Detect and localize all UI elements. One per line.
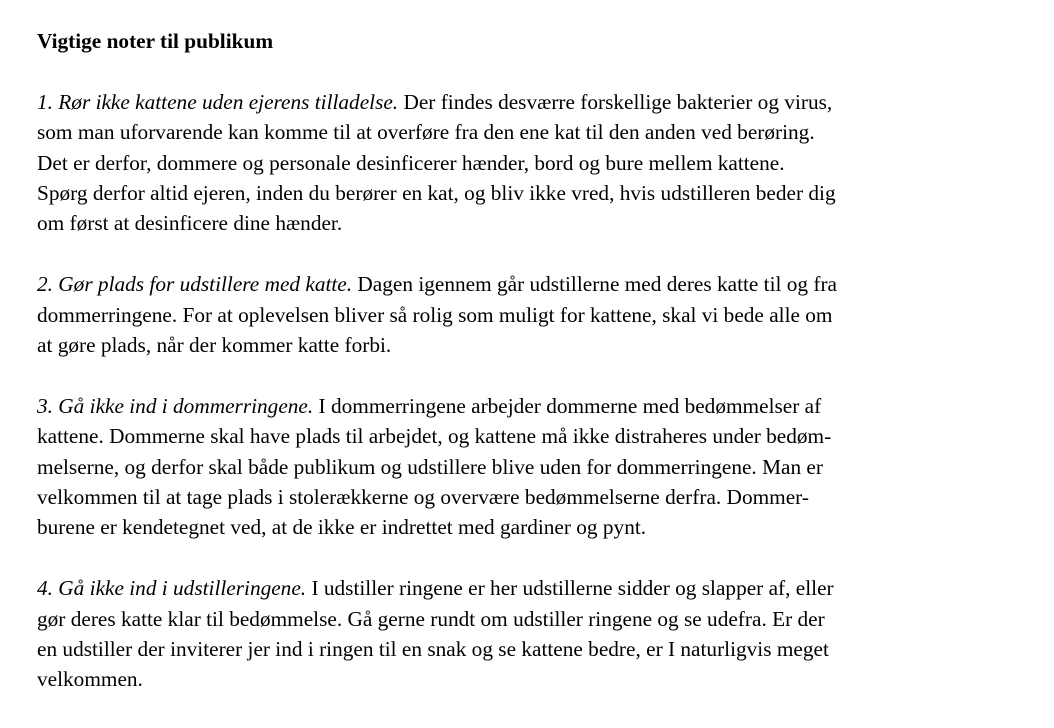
document-title: Vigtige noter til publikum	[37, 29, 274, 53]
note-2-line-3: at gøre plads, når der kommer katte forbi.	[37, 333, 392, 358]
note-4-text: I udstiller ringene er her udstillerne sidder og slapper af, eller	[306, 576, 834, 601]
note-3-lead: 3. Gå ikke ind i dommerringene.	[37, 393, 314, 418]
note-1-text: Der findes desværre forskellige bakterier og virus,	[398, 89, 833, 114]
note-2-text: Dagen igennem går udstillerne med deres katte til og fra	[352, 272, 838, 297]
note-3-text: I dommerringene arbejder dommerne med bedømmelser af	[313, 393, 822, 418]
note-1-line-4: Spørg derfor altid ejeren, inden du berører en kat, og bliv ikke vred, hvis udstilleren beder dig	[37, 181, 836, 206]
note-2	[37, 269, 1027, 360]
note-3-line-5: burene er kendetegnet ved, at de ikke er indrettet med gardiner og pynt.	[37, 515, 647, 540]
note-4-line-1	[37, 573, 1027, 603]
note-4	[37, 573, 1027, 695]
document	[37, 26, 1027, 725]
note-2-line-2: dommerringene. For at oplevelsen bliver så rolig som muligt for kattene, skal vi bede alle om	[37, 302, 833, 327]
note-3-line-4: velkommen til at tage plads i stolerækkerne og overvære bedømmelserne derfra. Dommer-	[37, 485, 809, 510]
note-1-line-5: om først at desinficere dine hænder.	[37, 211, 343, 236]
note-1-line-1	[37, 87, 1027, 117]
note-2-lead: 2. Gør plads for udstillere med katte.	[37, 272, 353, 297]
note-1-lead: 1. Rør ikke kattene uden ejerens tilladelse.	[37, 89, 399, 114]
note-1	[37, 87, 1027, 239]
note-3	[37, 391, 1027, 543]
note-1-line-3: Det er derfor, dommere og personale desinficerer hænder, bord og bure mellem kattene.	[37, 150, 785, 175]
note-4-line-3: en udstiller der inviterer jer ind i ringen til en snak og se kattene bedre, er I naturligvis meget	[37, 637, 829, 662]
note-4-line-4: velkommen.	[37, 667, 143, 692]
note-3-line-3: melserne, og derfor skal både publikum og udstillere blive uden for dommerringene. Man er	[37, 454, 823, 479]
note-4-line-2: gør deres katte klar til bedømmelse. Gå gerne rundt om udstiller ringene og se udefra. Er der	[37, 606, 825, 631]
note-4-lead: 4. Gå ikke ind i udstilleringene.	[37, 576, 307, 601]
note-3-line-2: kattene. Dommerne skal have plads til arbejdet, og kattene må ikke distraheres under bedøm-	[37, 424, 832, 449]
note-2-line-1	[37, 269, 1027, 299]
note-1-line-2: som man uforvarende kan komme til at overføre fra den ene kat til den anden ved berøring.	[37, 120, 815, 145]
note-3-line-1	[37, 391, 1027, 421]
